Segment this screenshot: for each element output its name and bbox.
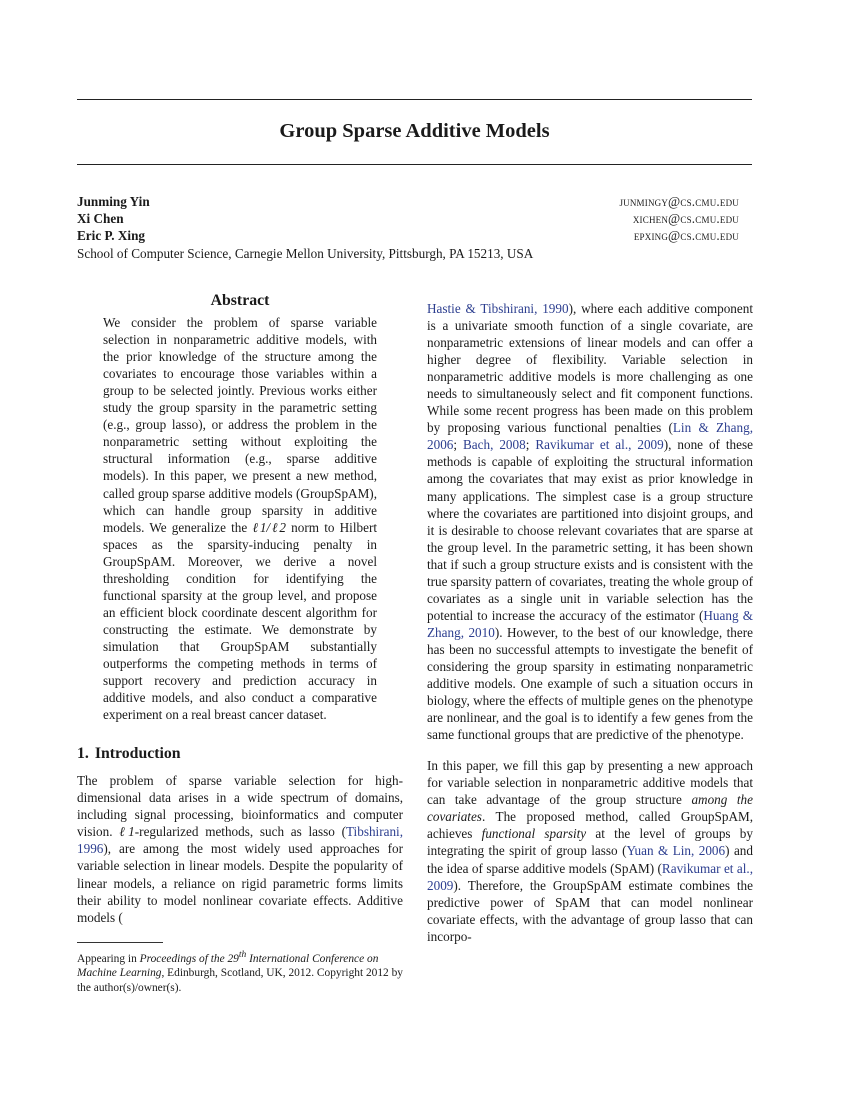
body-text: ), where each additive component is a univariate smooth function of a single covariate, are nonparametric extensions of linear models and can offer a higher degree of flexibility. Variable selection in nonparametric additive models is more challenging as one needs to simultaneously select and fit component functions. While some recent progress has been made on this problem by proposing various functional penalties ( bbox=[427, 301, 754, 436]
citation-separator: ; bbox=[453, 437, 463, 453]
footnote-superscript: th bbox=[238, 950, 247, 960]
title-rule-bottom bbox=[77, 164, 752, 165]
citation-link[interactable]: Ravikumar et al., 2009 bbox=[427, 860, 753, 893]
section-title: Introduction bbox=[94, 745, 181, 763]
citation-separator: ; bbox=[525, 437, 536, 453]
body-text: . The proposed method, called GroupSpAM, achieves bbox=[427, 809, 753, 842]
emphasis-text: functional sparsity bbox=[481, 826, 587, 842]
paper-title: Group Sparse Additive Models bbox=[279, 120, 550, 142]
author-name: Xi Chen bbox=[77, 211, 124, 226]
footnote-venue: Proceedings of the 29 bbox=[139, 952, 239, 965]
author-row bbox=[77, 228, 739, 245]
intro-paragraph-2 bbox=[427, 757, 753, 945]
author-row bbox=[77, 211, 739, 228]
section-heading bbox=[77, 745, 403, 762]
citation-link[interactable]: Lin & Zhang, 2006 bbox=[427, 420, 753, 453]
footnote-text: , Edinburgh, Scotland, UK, 2012. Copyright 2012 by the author(s)/owner(s). bbox=[77, 967, 403, 994]
body-text: ) and the idea of sparse additive models (SpAM) ( bbox=[427, 843, 753, 876]
footnote-venue: International Conference on Machine Learning bbox=[77, 952, 379, 980]
citation-link[interactable]: Bach, 2008 bbox=[462, 437, 526, 453]
author-row bbox=[77, 194, 739, 211]
citation-link[interactable]: Tibshirani, 1996 bbox=[77, 824, 404, 857]
title-rule-top bbox=[77, 99, 752, 100]
body-text: ). Therefore, the GroupSpAM estimate combines the predictive power of SpAM that can model nonlinear covariate effects, with the advantage of group lasso that can incorpo- bbox=[427, 877, 753, 944]
footnote-rule bbox=[77, 942, 163, 943]
section-number: 1. bbox=[77, 745, 89, 763]
body-text: The problem of sparse variable selection for high-dimensional data arises in a wide spectrum of domains, including signal processing, bioinformatics and computer vision. bbox=[77, 773, 403, 840]
body-text: -regularized methods, such as lasso ( bbox=[134, 824, 346, 840]
math-norm: ℓ1/ℓ2 bbox=[252, 519, 286, 535]
abstract-text-part: We consider the problem of sparse variable selection in nonparametric additive models, with the prior knowledge of the structure among the covariates to encourage those variables within a group to be selected jointly. Previous works either study the group sparsity in the parametric setting (e.g., group lasso), or address the problem in the nonparametric setting without exploiting the structural information (e.g., sparse additive models). In this paper, we present a new method, called group sparse additive models (GroupSpAM), which can handle group sparsity in additive models. We generalize the bbox=[103, 315, 377, 535]
body-text: at the level of groups by integrating the spirit of group lasso ( bbox=[427, 826, 753, 859]
author-name: Junming Yin bbox=[77, 194, 150, 209]
author-email[interactable]: xichen@cs.cmu.edu bbox=[632, 211, 739, 226]
emphasis-text: among the covariates bbox=[427, 792, 753, 825]
abstract-text bbox=[103, 314, 377, 723]
citation-link[interactable]: Ravikumar et al., 2009 bbox=[535, 437, 664, 453]
body-text: ), are among the most widely used approaches for variable selection in linear models. Despite the popularity of linear models, a reliance on rigid parametric forms limits their ability to model nonlinear covariate effects. Additive models ( bbox=[77, 841, 403, 925]
intro-paragraph-1 bbox=[77, 772, 403, 925]
author-email[interactable]: junmingy@cs.cmu.edu bbox=[619, 194, 739, 209]
body-text: ), none of these methods is capable of exploiting the structural information among the covariates that may exist as prior knowledge in many applications. The simplest case is a group structure where the covariates are partitioned into disjoint groups, and it is desirable to choose relevant covariates that are sparse at the group level. In the parametric setting, it has been shown that if such a group structure exists and is consistent with the true sparsity pattern of covariates, treating the whole group of covariates as a single unit in variable selection has the potential to increase the accuracy of the estimator ( bbox=[427, 437, 753, 623]
abstract-heading: Abstract bbox=[210, 292, 270, 309]
math-l1: ℓ1 bbox=[119, 824, 135, 840]
footnote-text: Appearing in bbox=[77, 952, 140, 965]
body-text: ). However, to the best of our knowledge, there has been no successful attempts to investigate the benefit of considering the group sparsity in estimating nonparametric additive models. One example of such a situation occurs in biology, where the effects of multiple genes on the phenotype are nonlinear, and the goal is to identify a few genes from the same functional groups that are predictive of the phenotype. bbox=[427, 624, 753, 743]
abstract-text-part: norm to Hilbert spaces as the sparsity-inducing penalty in GroupSpAM. Moreover, we derive a novel thresholding condition for identifying the functional sparsity at the group level, and propose an efficient block coordinate descent algorithm for constructing the estimate. We demonstrate by simulation that GroupSpAM substantially outperforms the competing methods in terms of support recovery and prediction accuracy in additive models, and also conduct a comparative experiment on a real breast cancer dataset. bbox=[103, 519, 378, 723]
intro-paragraph-1-cont bbox=[427, 300, 753, 743]
citation-link[interactable]: Huang & Zhang, 2010 bbox=[427, 607, 753, 640]
citation-link[interactable]: Hastie & Tibshirani, 1990 bbox=[427, 301, 569, 316]
left-column bbox=[77, 292, 403, 926]
author-email[interactable]: epxing@cs.cmu.edu bbox=[633, 228, 739, 243]
right-column bbox=[427, 300, 753, 945]
citation-link[interactable]: Yuan & Lin, 2006 bbox=[626, 843, 726, 859]
author-name: Eric P. Xing bbox=[77, 228, 146, 243]
affiliation: School of Computer Science, Carnegie Mellon University, Pittsburgh, PA 15213, USA bbox=[77, 246, 534, 261]
body-text: In this paper, we fill this gap by presenting a new approach for variable selection in nonparametric additive models that can take advantage of the group structure bbox=[427, 758, 753, 808]
footnote bbox=[77, 948, 403, 996]
